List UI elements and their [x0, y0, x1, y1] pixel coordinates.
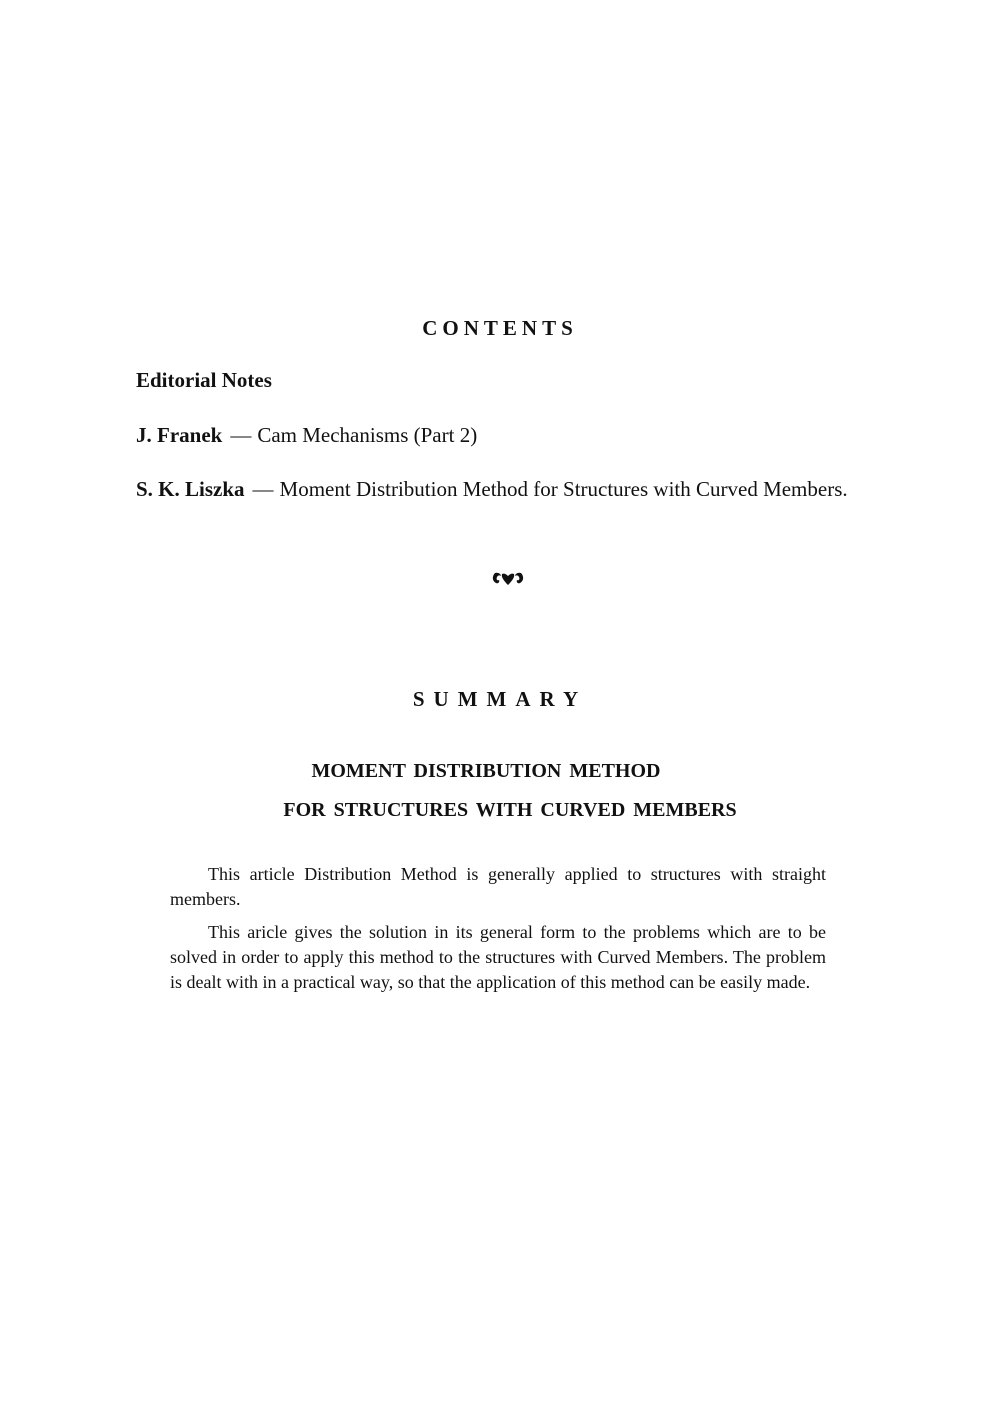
contents-heading: CONTENTS [422, 316, 578, 340]
entry-dash: — [230, 423, 252, 447]
entry-title: Moment Distribution Method for Structures with Curved Members. [279, 477, 848, 501]
summary-heading: SUMMARY [412, 687, 588, 711]
entry-author: J. Franek [136, 423, 223, 447]
summary-title-line-2: FOR STRUCTURES WITH CURVED MEMBERS [283, 799, 737, 821]
contents-entry-liszka [136, 476, 876, 503]
entry-title: Cam Mechanisms (Part 2) [257, 423, 478, 447]
decorative-fleuron-icon [492, 570, 524, 586]
editorial-notes-entry: Editorial Notes [136, 368, 272, 392]
summary-title-line-1: MOMENT DISTRIBUTION METHOD [311, 760, 661, 782]
contents-entry-franek [136, 422, 477, 449]
summary-paragraph: This article Distribution Method is generally applied to structures with straight members. [170, 864, 826, 909]
summary-paragraph: This aricle gives the solution in its general form to the problems which are to be solved in order to apply this method to the structures with Curved Members. The problem is dealt with in a practical way, so that the application of this method can be easily made. [170, 922, 826, 992]
entry-author: S. K. Liszka [136, 477, 245, 501]
entry-dash: — [252, 477, 274, 501]
